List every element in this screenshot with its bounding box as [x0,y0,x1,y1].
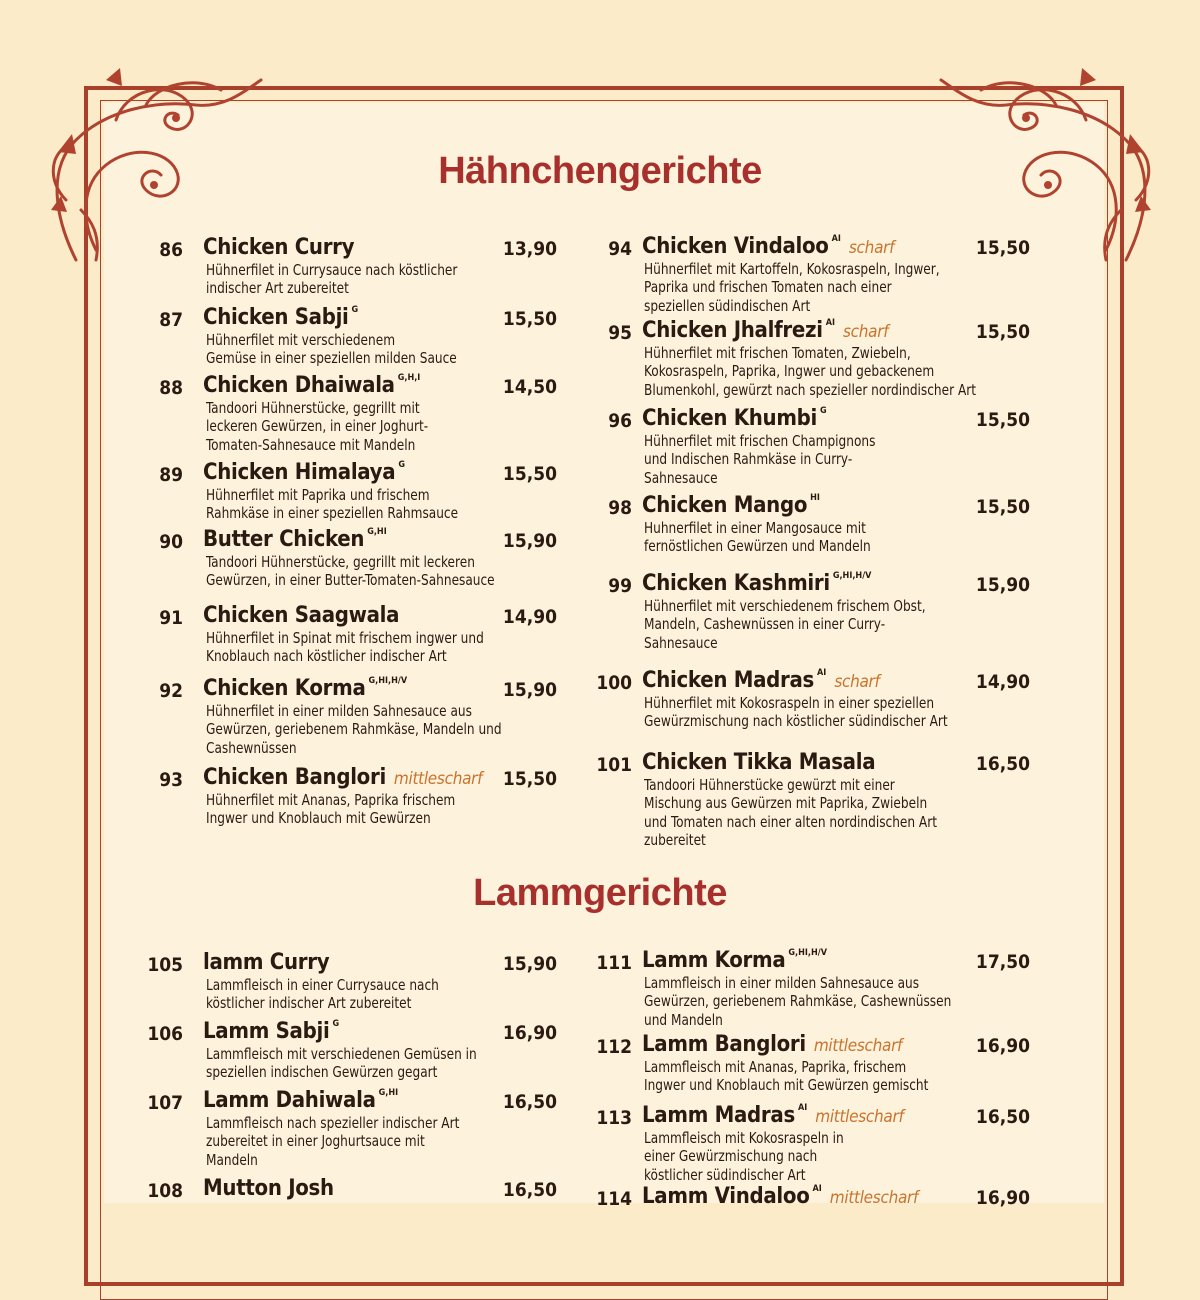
dish-name-text: Chicken Curry [203,235,355,260]
dish-description-line: zubereitet [644,830,706,849]
dish-name [642,948,827,973]
dish-description-line: zubereitet in einer Joghurtsauce mit [206,1132,425,1151]
dish-price: 13,90 [502,238,557,260]
dish-description-line: speziellen südindischen Art [644,296,811,315]
dish-price: 14,90 [975,671,1030,693]
dish-description-line: köstlicher südindischer Art [644,1165,806,1184]
dish-name [203,1019,339,1044]
item-number: 105 [147,954,183,976]
dish-name [642,1032,902,1057]
item-number: 91 [159,607,183,629]
dish-name-text: Lamm Vindaloo [642,1184,810,1209]
allergen-codes: AI [812,1184,822,1194]
dish-price: 15,90 [502,679,557,701]
dish-description-line: Lammfleisch nach spezieller indischer Art [206,1114,460,1132]
item-number: 87 [159,309,183,331]
dish-name-text: Chicken Vindaloo [642,234,829,259]
dish-description-line: Lammfleisch mit Kokosraspeln in [644,1129,844,1147]
dish-description-line: Kokosraspeln, Paprika, Ingwer und gebackenem [644,362,935,381]
dish-description-line: Rahmkäse in einer speziellen Rahmsauce [206,504,459,523]
dish-price: 16,90 [502,1022,557,1044]
allergen-codes: G [398,460,405,470]
item-number: 99 [608,575,632,597]
dish-name-text: Mutton Josh [203,1176,334,1201]
dish-description-line: Hühnerfilet mit Ananas, Paprika frischem [206,791,456,809]
allergen-codes: AI [831,234,841,244]
dish-price: 15,50 [502,308,557,330]
dish-description-line: Paprika und frischen Tomaten nach einer [644,278,892,297]
spice-level: mittlescharf [815,1107,904,1127]
dish-description-line: Tandoori Hühnerstücke, gegrillt mit leckeren [206,553,475,571]
dish-name-text: Chicken Kashmiri [642,571,830,596]
dish-price: 15,50 [975,409,1030,431]
item-number: 100 [596,672,632,694]
allergen-codes: AI [825,318,835,328]
section-title: Lammgerichte [473,872,727,914]
allergen-codes: G,HI [367,527,387,537]
allergen-codes: AI [797,1103,808,1113]
dish-name-text: Chicken Banglori [203,765,386,790]
dish-description-line: speziellen indischen Gewürzen gegart [206,1063,438,1082]
dish-description-line: Hühnerfilet mit frischen Champignons [644,432,876,450]
spice-level: scharf [848,238,895,258]
item-number: 94 [608,238,632,260]
dish-description-line: Hühnerfilet mit verschiedenem [206,331,396,349]
dish-name-text: lamm Curry [203,950,330,975]
allergen-codes: G [351,305,359,315]
dish-name-text: Chicken Saagwala [203,603,400,628]
dish-name [203,603,399,628]
dish-description-line: und Indischen Rahmkäse in Curry- [644,450,853,469]
spice-level: scharf [834,672,880,692]
dish-price: 17,50 [975,951,1030,973]
item-number: 92 [159,680,183,702]
dish-description-line: Ingwer und Knoblauch mit Gewürzen gemischt [644,1076,929,1095]
spice-level: mittlescharf [829,1188,919,1208]
dish-price: 16,50 [975,1106,1030,1128]
allergen-codes: G [820,406,827,416]
dish-description-line: Lammfleisch in einer Currysauce nach [206,976,439,994]
dish-price: 15,50 [975,321,1030,343]
item-number: 98 [608,497,632,519]
allergen-codes: AI [817,668,827,678]
dish-description-line: Hühnerfilet mit frischen Tomaten, Zwiebeln, [644,344,911,362]
dish-description-line: indischer Art zubereitet [206,279,349,298]
dish-price: 15,50 [975,237,1030,259]
dish-price: 14,90 [502,606,557,628]
dish-price: 14,50 [502,376,557,398]
dish-description-line: Hühnerfilet mit Kokosraspeln in einer speziellen [644,694,935,712]
dish-description-line: Hühnerfilet in Currysauce nach köstlicher [206,261,458,279]
dish-name [203,235,354,260]
spice-level: mittlescharf [813,1036,903,1056]
dish-name-text: Chicken Jhalfrezi [642,318,823,343]
dish-name-text: Chicken Sabji [203,305,349,330]
dish-name-text: Lamm Korma [642,948,786,973]
dish-price: 15,90 [502,530,557,552]
allergen-codes: HI [810,493,820,503]
dish-description-line: Hühnerfilet mit Paprika und frischem [206,486,430,504]
dish-name-text: Lamm Banglori [642,1032,806,1057]
dish-description-line: Tomaten-Sahnesauce mit Mandeln [206,435,416,454]
item-number: 112 [596,1036,632,1058]
dish-name-text: Butter Chicken [203,527,365,552]
dish-name [203,1176,334,1201]
item-number: 106 [147,1023,183,1045]
dish-price: 16,90 [975,1035,1030,1057]
dish-name [203,460,405,485]
dish-name-text: Chicken Madras [642,668,815,693]
dish-description-line: Gewürzen, geriebenem Rahmkäse, Cashewnüssen [644,992,952,1011]
dish-description-line: Huhnerfilet in einer Mangosauce mit [644,519,866,537]
dish-description-line: Sahnesauce [644,633,718,652]
dish-name [642,406,827,431]
dish-description-line: einer Gewürzmischung nach [644,1147,818,1166]
dish-name [203,950,329,975]
dish-name [203,527,387,552]
dish-price: 15,50 [975,496,1030,518]
dish-description-line: Mandeln [206,1150,258,1169]
dish-price: 15,90 [502,953,557,975]
item-number: 89 [159,464,183,486]
allergen-codes: G,HI,H/V [368,676,408,686]
dish-description-line: und Mandeln [644,1010,723,1029]
item-number: 95 [608,322,632,344]
dish-description-line: Knoblauch nach köstlicher indischer Art [206,647,447,666]
dish-price: 16,50 [502,1179,557,1201]
dish-name-text: Chicken Mango [642,493,808,518]
item-number: 113 [596,1107,632,1129]
allergen-codes: G,HI [378,1088,399,1098]
dish-description-line: Cashewnüssen [206,738,297,757]
dish-name [203,1088,398,1113]
item-number: 108 [147,1180,183,1202]
item-number: 101 [596,754,632,776]
spice-level: scharf [842,322,889,342]
dish-price: 16,50 [975,753,1030,775]
item-number: 86 [159,239,183,261]
spice-level: mittlescharf [393,769,483,789]
allergen-codes: G,HI,H/V [832,571,872,581]
dish-name-text: Lamm Madras [642,1103,795,1128]
dish-description-line: Hühnerfilet mit verschiedenem frischem Obst, [644,597,926,615]
dish-name-text: Chicken Dhaiwala [203,373,395,398]
dish-price: 16,90 [975,1187,1030,1209]
dish-description-line: Blumenkohl, gewürzt nach spezieller nordindischer Art [644,380,977,399]
dish-name [203,373,420,398]
dish-name [642,1103,904,1128]
section-title: Hähnchengerichte [438,150,762,192]
dish-description-line: Hühnerfilet in Spinat mit frischem ingwer und [206,629,484,647]
item-number: 114 [596,1188,632,1210]
dish-name [642,234,894,259]
dish-name [642,493,820,518]
dish-description-line: Ingwer und Knoblauch mit Gewürzen [206,809,431,828]
dish-name [642,571,871,596]
dish-price: 16,50 [502,1091,557,1113]
item-number: 90 [159,531,183,553]
item-number: 107 [147,1092,183,1114]
dish-name [642,318,888,343]
dish-name-text: Chicken Tikka Masala [642,750,876,775]
dish-description-line: leckeren Gewürzen, in einer Joghurt- [206,417,429,436]
dish-description-line: Gewürzmischung nach köstlicher südindischer Art [644,712,948,731]
item-number: 93 [159,769,183,791]
dish-name [642,1184,918,1209]
dish-name-text: Chicken Himalaya [203,460,396,485]
dish-price: 15,50 [502,463,557,485]
dish-description-line: Hühnerfilet mit Kartoffeln, Kokosraspeln, Ingwer, [644,260,940,278]
dish-description-line: Gewürzen, geriebenem Rahmkäse, Mandeln und [206,720,502,739]
dish-name [642,668,880,693]
item-number: 96 [608,410,632,432]
dish-name-text: Lamm Dahiwala [203,1088,376,1113]
dish-name [642,750,875,775]
dish-name-text: Chicken Khumbi [642,406,818,431]
allergen-codes: G,H,I [397,373,421,383]
dish-description-line: Tandoori Hühnerstücke gewürzt mit einer [644,776,895,794]
dish-description-line: Lammfleisch mit Ananas, Paprika, frischem [644,1058,907,1076]
dish-description-line: Lammfleisch in einer milden Sahnesauce aus [644,974,920,992]
dish-description-line: Tandoori Hühnerstücke, gegrillt mit [206,399,420,417]
dish-description-line: Mandeln, Cashewnüssen in einer Curry- [644,615,886,634]
dish-price: 15,90 [975,574,1030,596]
item-number: 111 [596,952,632,974]
dish-name-text: Chicken Korma [203,676,366,701]
dish-name [203,765,482,790]
dish-description-line: Hühnerfilet in einer milden Sahnesauce aus [206,702,472,720]
dish-description-line: Lammfleisch mit verschiedenen Gemüsen in [206,1045,477,1063]
dish-name [203,305,358,330]
dish-description-line: Sahnesauce [644,468,718,487]
dish-description-line: Gemüse in einer speziellen milden Sauce [206,349,457,368]
dish-name [203,676,407,701]
dish-description-line: Gewürzen, in einer Butter-Tomaten-Sahnesauce [206,571,495,590]
allergen-codes: G,HI,H/V [788,948,827,958]
dish-description-line: und Tomaten nach einer alten nordindischen Art [644,812,937,831]
allergen-codes: G [332,1019,340,1029]
dish-description-line: fernöstlichen Gewürzen und Mandeln [644,537,871,556]
dish-description-line: Mischung aus Gewürzen mit Paprika, Zwiebeln [644,794,928,813]
dish-name-text: Lamm Sabji [203,1019,330,1044]
dish-price: 15,50 [502,768,557,790]
item-number: 88 [159,377,183,399]
dish-description-line: köstlicher indischer Art zubereitet [206,994,412,1013]
